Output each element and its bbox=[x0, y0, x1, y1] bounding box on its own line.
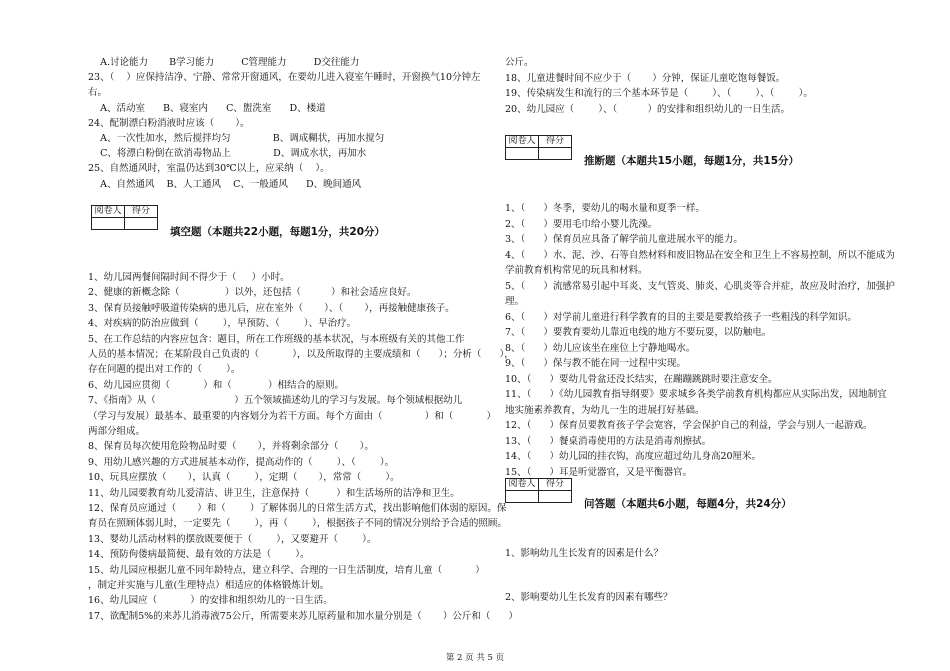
question-line: 25、自然通风时，室温仍达到30℃以上，应采纳（ ）。 bbox=[88, 163, 330, 175]
score-box-qa bbox=[505, 478, 572, 503]
question-line: 存在问题的提出对工作的（ ）。 bbox=[88, 364, 241, 376]
question-line: 18、儿童进餐时间不应少于（ ）分钟，保证儿童吃饱每餐饭。 bbox=[505, 72, 786, 84]
question-line: 3、（ ）保育员应具备了解学前儿童进展水平的能力。 bbox=[505, 234, 743, 245]
score-box-judge bbox=[505, 135, 572, 160]
question-line: 4、对疾病的防治应做到（ ），早预防、（ ）、早治疗。 bbox=[88, 318, 357, 330]
question-line: 7、《指南》从（ ）五个领域描述幼儿的学习与发展。每个领域根据幼儿 bbox=[88, 395, 463, 407]
question-line: A、活动室 B、寝室内 C、盥洗室 D、楼道 bbox=[88, 102, 326, 114]
question-line: 9、（ ）保与教不能在同一过程中实现。 bbox=[505, 358, 686, 369]
box-label-grader: 阅卷人 bbox=[506, 479, 539, 491]
box-label-score: 得分 bbox=[539, 136, 572, 148]
question-line: 公斤。 bbox=[505, 57, 534, 68]
question-line: 11、幼儿园要教育幼儿爱清洁、讲卫生，注意保持（ ）和生活场所的洁净和卫生。 bbox=[88, 487, 460, 499]
question-line: C、将漂白粉倒在欲消毒物品上 D、调成水状，再加水 bbox=[88, 148, 367, 160]
score-box-fill bbox=[91, 205, 158, 230]
question-line: 3、保育员接触呼吸道传染病的患儿后，应在室外（ ）、（ ），再接触健康孩子。 bbox=[88, 302, 455, 314]
question-line: 5、（ ）流感常易引起中耳炎、支气管炎、肺炎、心肌炎等合并症，故应及时治疗，加强护 bbox=[505, 280, 895, 292]
question-line: 2、健康的新概念除（ ）以外，还包括（ ）和社会适应良好。 bbox=[88, 287, 417, 299]
question-line: 16、幼儿园应（ ）的安排和组织幼儿的一日生活。 bbox=[88, 595, 333, 607]
question-line: 10、玩具应摆放（ ），认真（ ），定期（ ），常常（ ）。 bbox=[88, 472, 400, 484]
question-line: 人员的基本情况；在某阶段自己负责的（ ），以及所取得的主要成绩和（ ）；分析（ ）， bbox=[88, 349, 514, 360]
question-line: 17、欲配制5%的来苏儿消毒液75公斤，所需要来苏儿原药量和加水量分别是（ ）公斤和（ ） bbox=[88, 610, 519, 622]
question-line: 6、幼儿园应贯彻（ ）和（ ）相结合的原则。 bbox=[88, 379, 344, 391]
section-title-fill-blank: 填空题（本题共22小题，每题1分，共20分） bbox=[170, 226, 386, 238]
question-line: A.讨论能力 B学习能力 C管理能力 D交往能力 bbox=[88, 57, 360, 68]
question-line: 2、影响要幼儿生长发育的因素有哪些？ bbox=[505, 592, 673, 603]
question-line: 24、配制漂白粉消液时应该（ ）。 bbox=[88, 117, 250, 129]
question-line: 1、幼儿园两餐间隔时间不得少于（ ）小时。 bbox=[88, 272, 290, 283]
question-line: 理。 bbox=[505, 296, 525, 307]
question-line: 19、传染病发生和流行的三个基本环节是（ ）、（ ）、（ ）。 bbox=[505, 88, 813, 99]
question-line: 6、（ ）对学前儿童进行科学教育的目的主要是要教给孩子一些粗浅的科学知识。 bbox=[505, 311, 857, 323]
question-line: 8、保育员每次使用危险物品时要（ ），并将剩余部分（ ）。 bbox=[88, 441, 374, 453]
box-label-score: 得分 bbox=[539, 479, 572, 491]
box-label-grader: 阅卷人 bbox=[92, 206, 125, 218]
question-line: ，制定并实施与儿童(生理特点）相适应的体格锻炼计划。 bbox=[88, 580, 330, 591]
section-title-judgement: 推断题（本题共15小题，每题1分，共15分） bbox=[584, 155, 800, 167]
question-line: 12、保育员应通过（ ）和（ ）了解体弱儿的日常生活方式，找出影响他们体弱的原因。保 bbox=[88, 503, 507, 514]
question-line: 11、（ ）《幼儿园教育指导纲要》要求城乡各类学前教育机构都应从实际出发，因地制宜 bbox=[505, 389, 887, 400]
question-line: （学习与发展）最基本、最重要的内容划分为若干方面。每个方面由（ ）和（ ） bbox=[88, 410, 496, 422]
question-line: 2、（ ）要用毛巾给小婴儿洗澡。 bbox=[505, 218, 658, 230]
question-line: 23、（ ）应保持洁净、宁静、常常开窗通风，在要幼儿进入寝室午睡时，开窗换气10分钟左 bbox=[88, 72, 481, 84]
question-line: 12、（ ）保育员要教育孩子学会宽容，学会保护自己的利益，学会与别人一起游戏。 bbox=[505, 420, 873, 431]
page-footer: 第 2 页 共 5 页 bbox=[445, 653, 505, 663]
question-line: 育员在照顾体弱儿时，一定要先（ ），再（ ），根据孩子不同的情况分别给予合适的照顾。 bbox=[88, 518, 507, 530]
box-label-grader: 阅卷人 bbox=[506, 136, 539, 148]
question-line: 20、幼儿园应（ ）、（ ）的安排和组织幼儿的一日生活。 bbox=[505, 103, 790, 115]
question-line: 两部分组成。 bbox=[88, 426, 146, 437]
box-label-score: 得分 bbox=[125, 206, 158, 218]
question-line: 1、（ ）冬季，要幼儿的喝水量和夏季一样。 bbox=[505, 203, 705, 214]
question-line: 4、（ ）水、泥、沙、石等自然材料和废旧物品在安全和卫生上不容易控制，所以不能成为 bbox=[505, 249, 895, 261]
question-line: 8、（ ）幼儿应该坐在座位上宁静地喝水。 bbox=[505, 342, 696, 354]
question-line: A、一次性加水，然后搅拌均匀 B、调成糊状，再加水搅匀 bbox=[88, 133, 385, 144]
question-line: A、自然通风 B、人工通风 C、一般通风 D、晚间通风 bbox=[88, 178, 362, 190]
question-line: 15、幼儿园应根据儿童不同年龄特点，建立科学、合理的一日生活制度，培育儿童（ ） bbox=[88, 564, 485, 576]
question-line: 学前教育机构常见的玩具和材料。 bbox=[505, 265, 648, 276]
question-line: 13、（ ）餐桌消毒使用的方法是消毒剂擦拭。 bbox=[505, 435, 711, 447]
question-line: 14、（ ）幼儿园的挂衣钩，高度应超过幼儿身高20厘米。 bbox=[505, 451, 762, 462]
section-title-qa: 问答题（本题共6小题，每题4分，共24分） bbox=[584, 498, 792, 510]
question-line: 10、（ ）要幼儿骨盆还没长结实，在蹦蹦跳跳时要注意安全。 bbox=[505, 373, 778, 385]
question-line: 13、婴幼儿活动材料的摆放既要便于（ ），又要避开（ ）。 bbox=[88, 533, 377, 545]
question-line: 14、预防佝偻病最简便、最有效的方法是（ ）。 bbox=[88, 549, 310, 561]
question-line: 5、在工作总结的内容应包含：题目，所在工作班级的基本状况，与本班级有关的其他工作 bbox=[88, 333, 465, 345]
question-line: 1、影响幼儿生长发育的因素是什么？ bbox=[505, 548, 664, 559]
question-line: 9、用幼儿感兴趣的方式进展基本动作，提高动作的（ ）、（ ）。 bbox=[88, 456, 395, 468]
question-line: 7、（ ）要教育要幼儿靠近电线的地方不要玩耍，以防触电。 bbox=[505, 327, 772, 338]
question-line: 15、（ ）耳是听觉器官，又是平衡器官。 bbox=[505, 466, 692, 478]
question-line: 地实施素养教育，为幼儿一生的进展打好基础。 bbox=[505, 404, 705, 416]
question-line: 右。 bbox=[88, 87, 108, 99]
